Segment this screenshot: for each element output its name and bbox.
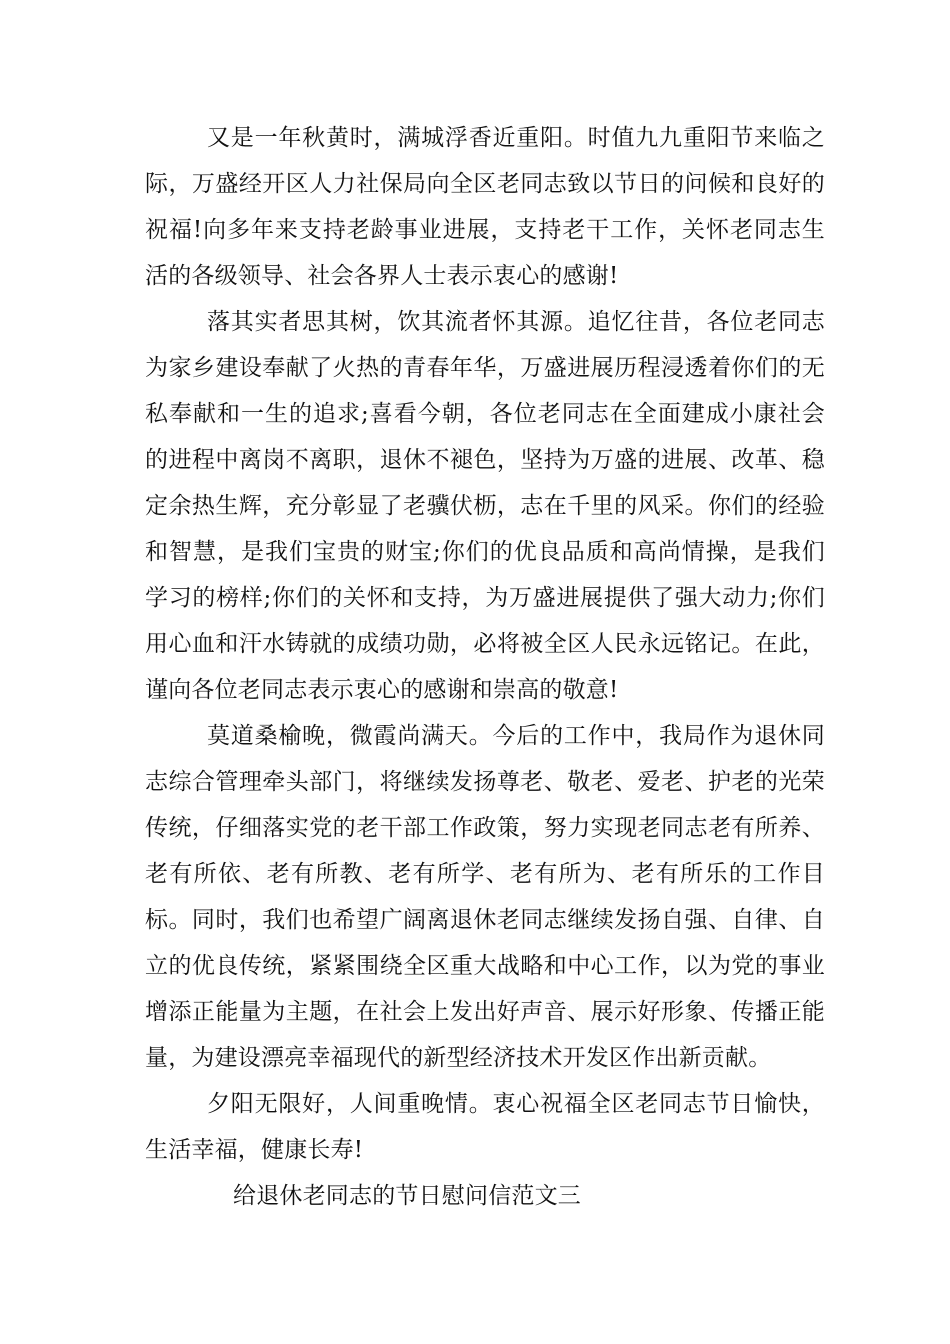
next-letter-title: 给退休老同志的节日慰问信范文三 [233, 1183, 581, 1209]
paragraph-greeting: 又是一年秋黄时，满城浮香近重阳。时值九九重阳节来临之际，万盛经开区人力社保局向全区老同志致以节日的问候和良好的祝福!向多年来支持老龄事业进展，支持老干工作，关怀老同志生活的各级领导、社会各界人士表示衷心的感谢! [145, 125, 825, 289]
paragraph-tribute: 落其实者思其树，饮其流者怀其源。追忆往昔，各位老同志为家乡建设奉献了火热的青春年华，万盛进展历程浸透着你们的无私奉献和一生的追求;喜看今朝，各位老同志在全面建成小康社会的进程中离岗不离职，退休不褪色，坚持为万盛的进展、改革、稳定余热生辉，充分彰显了老骥伏枥，志在千里的风采。你们的经验和智慧，是我们宝贵的财宝;你们的优良品质和高尚情操，是我们学习的榜样;你们的关怀和支持，为万盛进展提供了强大动力;你们用心血和汗水铸就的成绩功勋，必将被全区人民永远铭记。在此，谨向各位老同志表示衷心的感谢和崇高的敬意! [145, 309, 825, 703]
letter-body [145, 115, 825, 1219]
paragraph-commitment: 莫道桑榆晚，微霞尚满天。今后的工作中，我局作为退休同志综合管理牵头部门，将继续发扬尊老、敬老、爱老、护老的光荣传统，仔细落实党的老干部工作政策，努力实现老同志老有所养、老有所依、老有所教、老有所学、老有所为、老有所乐的工作目标。同时，我们也希望广阔离退休老同志继续发扬自强、自律、自立的优良传统，紧紧围绕全区重大战略和中心工作，以为党的事业增添正能量为主题，在社会上发出好声音、展示好形象、传播正能量，为建设漂亮幸福现代的新型经济技术开发区作出新贡献。 [145, 723, 825, 1071]
paragraph-closing: 夕阳无限好，人间重晚情。衷心祝福全区老同志节日愉快，生活幸福，健康长寿! [145, 1091, 825, 1163]
